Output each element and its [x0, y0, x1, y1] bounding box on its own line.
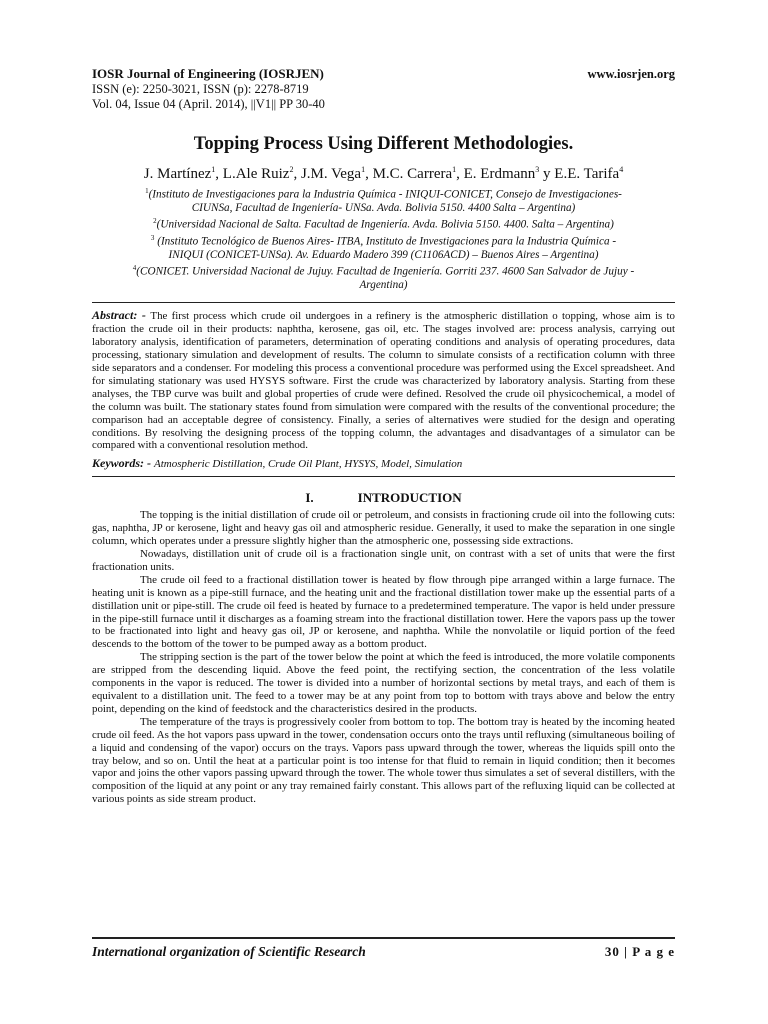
affiliation-line	[92, 262, 675, 279]
keywords-label: Keywords: -	[92, 456, 154, 471]
abstract-label: Abstract: -	[92, 308, 151, 323]
page-number: 30 | P a g e	[604, 944, 675, 959]
author-name: L.Ale Ruiz	[222, 166, 290, 182]
journal-name: IOSR Journal of Engineering (IOSRJEN)	[92, 66, 324, 81]
section-title: INTRODUCTION	[357, 490, 462, 506]
paper-page	[92, 66, 675, 806]
paper-title: Topping Process Using Different Methodologies.	[193, 134, 574, 154]
author-name: y E.E. Tarifa	[543, 166, 620, 182]
author-list: J. Martínez$^1$, L.Ale Ruiz$^2$, J.M. Vega$^1$, M.C. Carrera$^1$, E. Erdmann$^3$ y E.E. Tarifa$^4$	[143, 165, 624, 182]
author-affiliation-mark: 1	[211, 165, 216, 174]
issn-line: ISSN (e): 2250-3021, ISSN (p): 2278-8719	[92, 82, 309, 96]
author-affiliation-mark: 1	[452, 165, 457, 174]
affiliation-mark: 3	[150, 234, 155, 243]
author-affiliation-mark: 3	[535, 165, 540, 174]
author-affiliation-mark: 1	[361, 165, 366, 174]
keywords-text: Atmospheric Distillation, Crude Oil Plant, HYSYS, Model, Simulation	[154, 458, 463, 471]
affiliation-line	[92, 279, 675, 292]
author	[223, 166, 294, 182]
affiliation-line	[92, 202, 675, 215]
footer-organization: International organization of Scientific Research	[92, 944, 366, 959]
author-affiliation-mark: 4	[619, 165, 624, 174]
running-header	[92, 66, 675, 82]
affiliation-text: (CONICET. Universidad Nacional de Jujuy. Facultad de Ingeniería. Gorriti 237. 4600 San Salvador de Jujuy -	[136, 265, 635, 278]
section-number: I.	[305, 490, 314, 506]
page-footer	[92, 937, 675, 960]
affiliation-line	[92, 232, 675, 249]
affiliation-line	[92, 249, 675, 262]
affiliation-text: (Instituto Tecnológico de Buenos Aires- ITBA, Instituto de Investigaciones para la Industria Química -	[154, 235, 617, 248]
journal-url[interactable]: www.iosrjen.org	[587, 67, 675, 81]
author-name: J. Martínez	[143, 166, 212, 182]
paragraph: The topping is the initial distillation of crude oil or petroleum, and consists in fractioning crude oil into the following cuts: gas, naphtha, JP or kerosene, light and heavy gas oil and atmospheric residue. Generally, it used to make the separation in one single column, which operates under a pressure slightly higher than the atmospheric one, possessing side extractions.	[92, 509, 675, 548]
author-name: J.M. Vega	[300, 166, 362, 182]
author-name: M.C. Carrera	[372, 166, 453, 182]
affiliation-text: Argentina)	[359, 279, 408, 292]
affiliation-text: INIQUI (CONICET-UNSa). Av. Eduardo Madero 399 (C1106ACD) – Buenos Aires – Argentina)	[168, 249, 599, 262]
paragraph: The crude oil feed to a fractional distillation tower is heated by flow through pipe arranged within a large furnace. The heating unit is known as a pipe-still furnace, and the heating unit and the fractional distillation tower make up the essential parts of a distillation unit or pipe-still. The crude oil feed is heated by furnace to a predetermined temperature. The vapor is held under pressure in the pipe-still furnace until it discharges as a foaming stream into the fractional distillation tower. Here the vapors pass up the tower to be fractionated into light and heavy gas oil, JP or kerosene, and naphtha. While the nonvolatile or liquid portion of the feed descends to the bottom of the tower to be pumped away as a bottom product.	[92, 573, 675, 651]
volume-line: Vol. 04, Issue 04 (April. 2014), ||V1|| PP 30-40	[92, 97, 325, 111]
author	[144, 166, 215, 182]
author	[373, 166, 457, 182]
affiliation-text: CIUNSa, Facultad de Ingeniería- UNSa. Avda. Bolivia 5150. 4400 Salta – Argentina)	[191, 201, 576, 214]
affiliation-line	[92, 215, 675, 232]
author	[464, 166, 540, 182]
affiliation-mark: 1	[145, 187, 149, 195]
affiliation-text: (Universidad Nacional de Salta. Facultad de Ingeniería. Avda. Bolivia 5150. 4400. Salta – Argentina)	[156, 218, 614, 231]
affiliation-line	[92, 185, 675, 202]
keywords-divider	[92, 476, 675, 477]
author-affiliation-mark: 2	[289, 165, 294, 174]
author-name: E. Erdmann	[463, 166, 536, 182]
abstract	[92, 309, 675, 452]
paragraph: Nowadays, distillation unit of crude oil is a fractionation single unit, on contrast with a set of units that were the first fractionation units.	[92, 548, 675, 573]
affiliation-text: (Instituto de Investigaciones para la Industria Química - INIQUI-CONICET, Consejo de Investigaciones-	[148, 188, 622, 201]
affiliations	[92, 185, 675, 292]
keywords	[92, 456, 675, 476]
paragraph: The stripping section is the part of the tower below the point at which the feed is introduced, the more volatile components are stripped from the descending liquid. Above the feed point, the rectifying section, the concentration of the less volatile components in the vapor is reduced. The tower is divided into a number of horizontal sections by metal trays, and each of them is equivalent to a distillation unit. The feed to a tower may be at any point from top to bottom with trays above and below the entry point, depending on the kind of feedstock and the characteristics desired in the products.	[92, 651, 675, 715]
affiliation-mark: 4	[132, 264, 137, 273]
body-text	[92, 509, 675, 806]
author	[301, 166, 365, 182]
paragraph: The temperature of the trays is progressively cooler from bottom to top. The bottom tray is heated by the incoming heated crude oil feed. As the hot vapors pass upward in the tower, condensation occurs onto the trays until refluxing (simultaneous boiling of a liquid and condensing of the vapor) occurs on the trays. Vapors pass upward through the tower, whereas the liquids spill onto the tray below, and so on. Until the heat at a particular point is too intense for that fluid to remain in liquid condition; then it becomes vapor and joins the other vapors passing upward through the tower. The whole tower thus simulates a set of several distillers, with the composition of the liquid at any point or any tray remained fairly constant. This allows part of the refluxing liquid can be collected at various points as side stream product.	[92, 715, 675, 806]
section-heading	[92, 490, 675, 506]
header-divider	[92, 302, 675, 303]
author	[543, 166, 623, 182]
abstract-text: The first process which crude oil undergoes in a refinery is the atmospheric distillation o topping, whose aim is to fraction the crude oil in their products: naphtha, kerosene, gas oil, etc. The stages involved are: process analysis, carrying out laboratory analysis, identification of parameters, determination of operating conditions and analysis of operating procedures, data processing, stationary simulation and development of results. The column to simulate consists of a rectification column with three side separators and a condenser. For modeling this process a conventional procedure was performed using the Excel spreadsheet. And for simulating stationary was used HYSYS software. First the crude was characterized by laboratory analysis. Starting from these analyses, the TBP curve was built and global properties of crude were defined. Resolved the crude oil physicochemical, a model of the column was built. The stationary states found from simulation were compared with the results of the conventional procedure; the comparison had an acceptable degree of consistency. Finally, a series of alternatives were studied for the design and operating conditions. By resolving the designing process of the topping column, the advantages and disadvantages of a simulator can be compared with a conventional resolution method.	[92, 310, 675, 452]
affiliation-mark: 2	[153, 217, 157, 226]
